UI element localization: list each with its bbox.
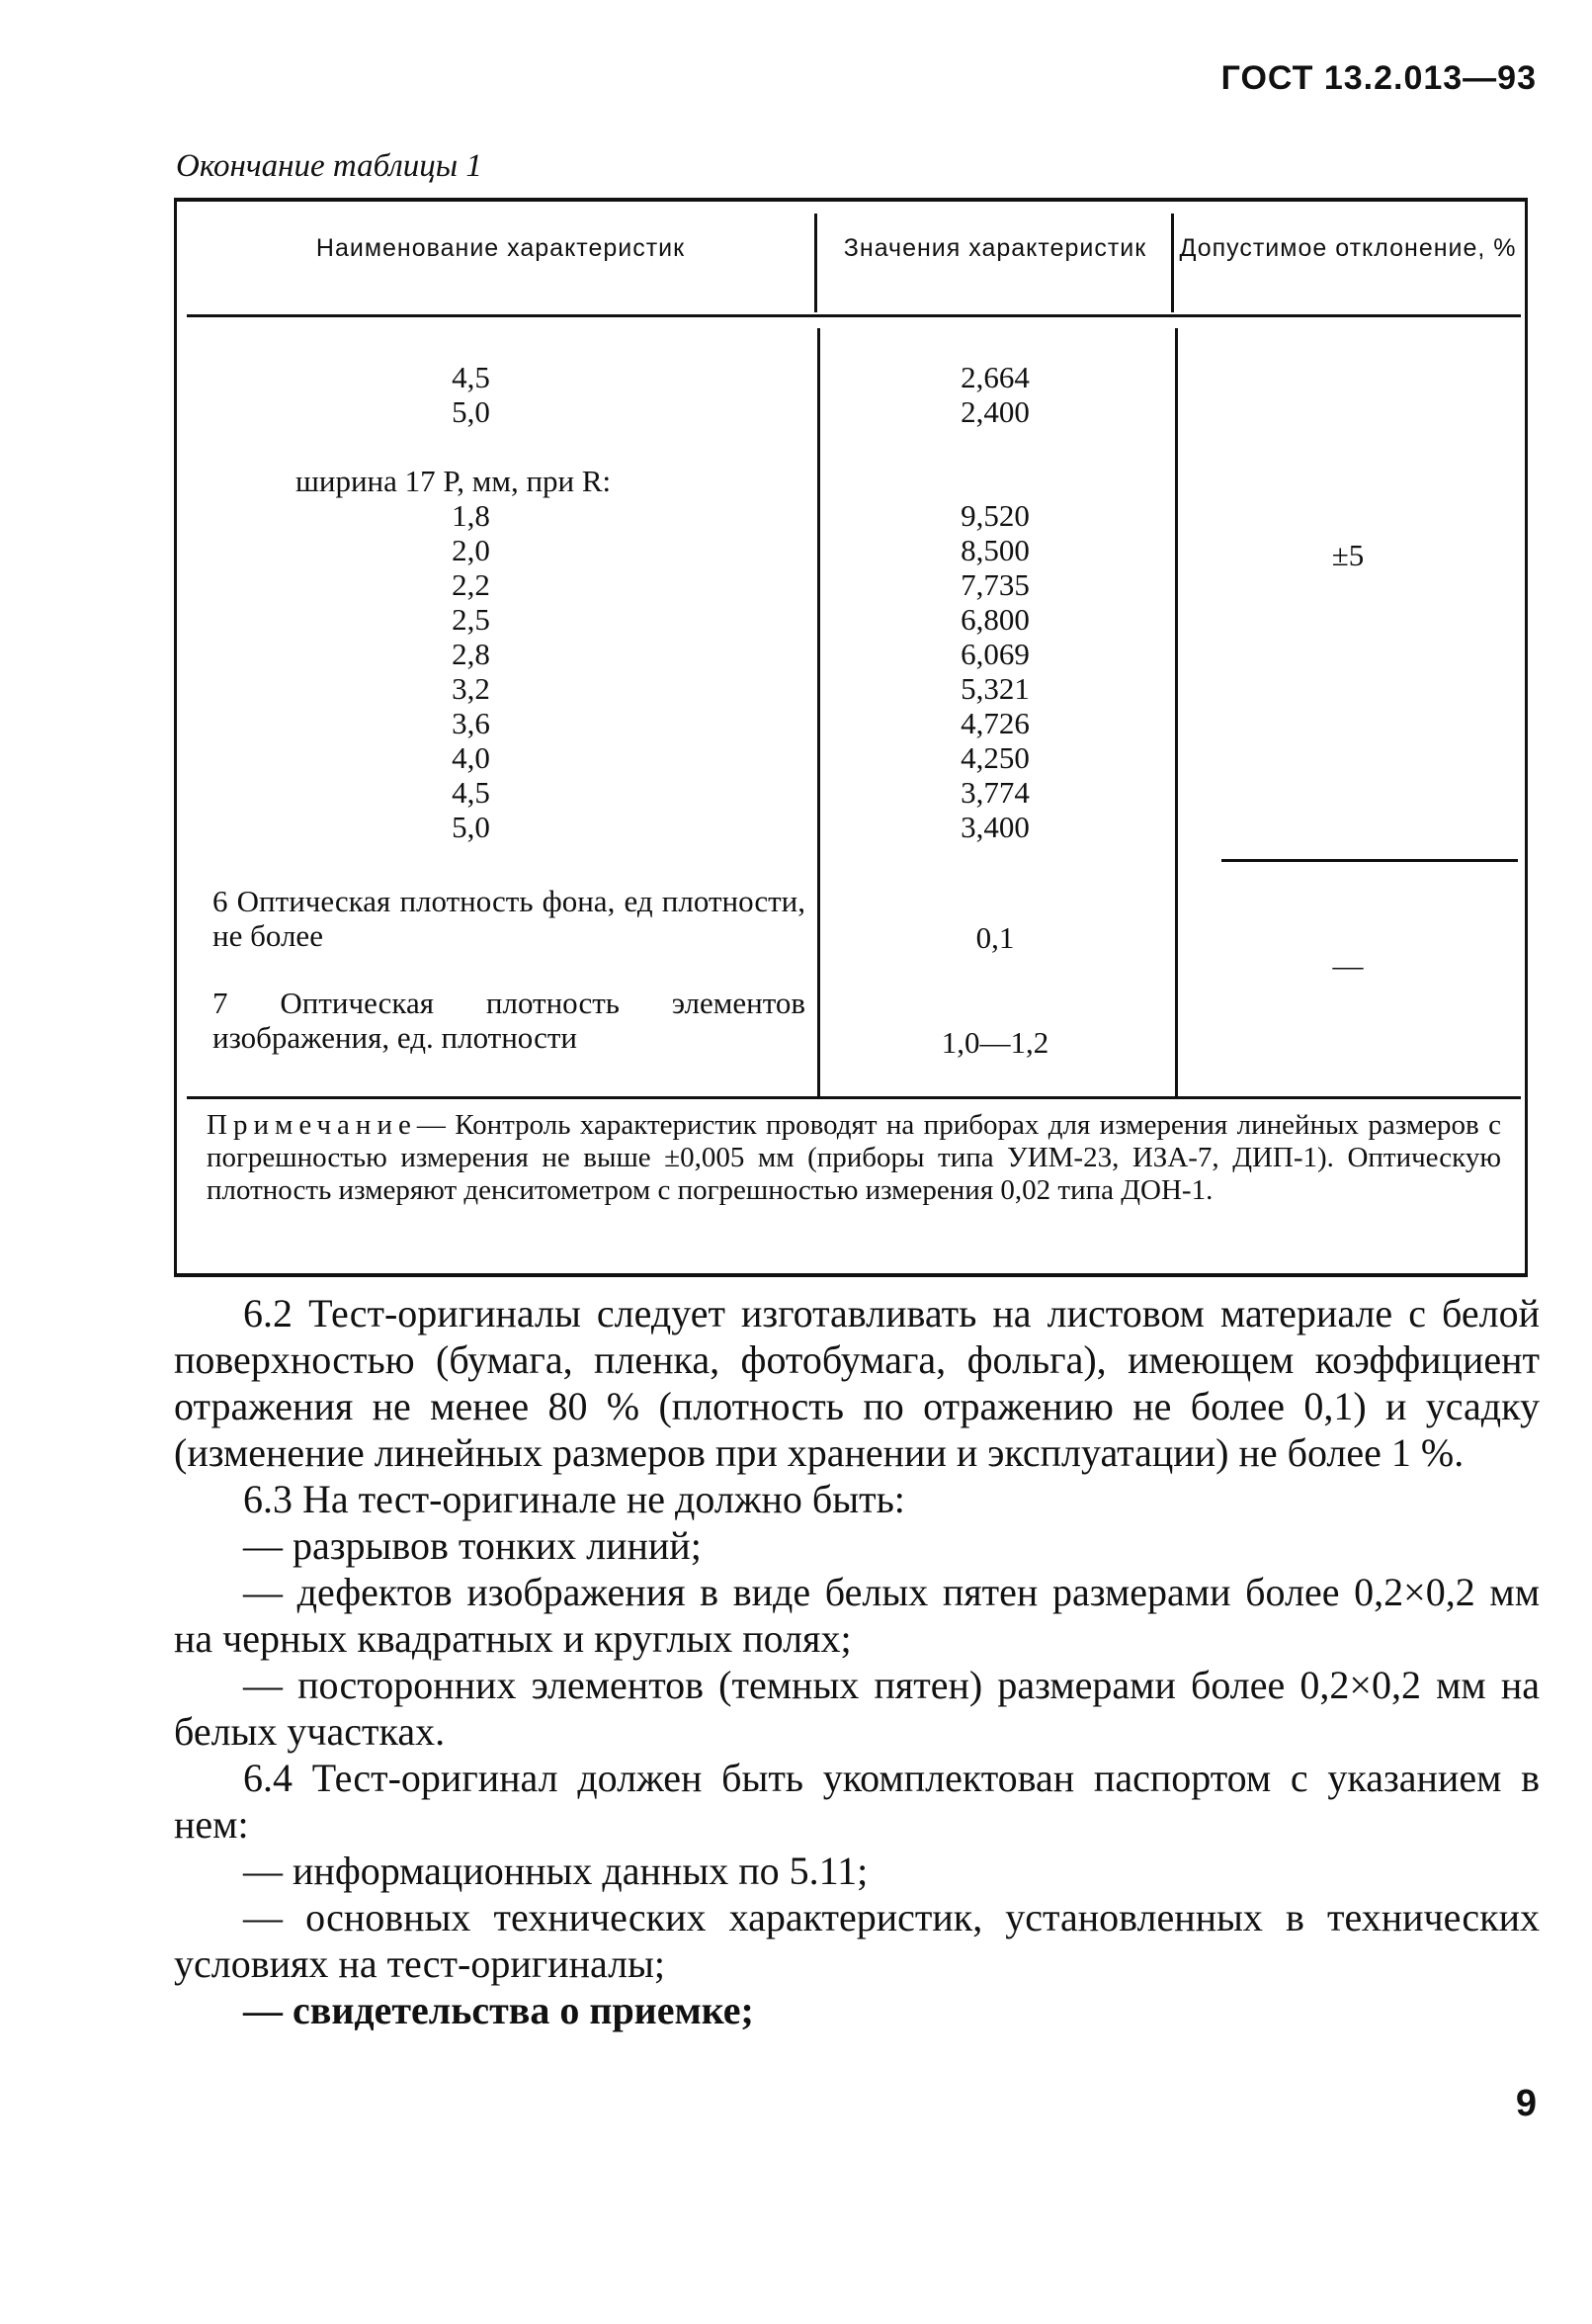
header-characteristic-name: Наименование характеристик xyxy=(315,234,686,262)
row-name: 2,0 xyxy=(452,533,490,567)
note-label: Примечание xyxy=(207,1109,417,1141)
row-value: 3,400 xyxy=(961,810,1030,844)
row-value-element-density: 1,0—1,2 xyxy=(941,1025,1049,1060)
width-title: ширина 17 P, мм, при R: xyxy=(295,464,612,498)
row-name-element-density: 7 Оптическая плотность элементов изображения, ед. плотности xyxy=(212,986,805,1055)
list-item: — свидетельства о приемке; xyxy=(243,1988,754,2032)
page-header: ГОСТ 13.2.013—93 xyxy=(1220,59,1537,97)
row-value: 8,500 xyxy=(961,533,1030,567)
row-name: 2,8 xyxy=(452,637,490,671)
table-note xyxy=(207,1109,1501,1207)
values-column xyxy=(819,360,1171,844)
note-text: — Контроль характеристик проводят на приборах для измерения линейных размеров с погрешностью измерения не выше ±0,005 мм (приборы типа УИМ-23, ИЗА-7, ДИП-1). Оптическую плотность измеряют денситометром с погрешностью измерения 0,02 типа ДОН-1. xyxy=(207,1109,1501,1206)
tolerance-value: ±5 xyxy=(1331,538,1365,572)
body-text xyxy=(174,1290,1540,2033)
row-name: 5,0 xyxy=(452,394,490,429)
list-item: — разрывов тонких линий; xyxy=(243,1523,702,1568)
row-value: 2,400 xyxy=(961,394,1030,429)
row-value: 6,069 xyxy=(961,637,1030,671)
row-name: 2,5 xyxy=(452,602,490,637)
row-name: 4,5 xyxy=(452,775,490,810)
list-item: — посторонних элементов (темных пятен) размерами более 0,2×0,2 мм на белых участках. xyxy=(174,1663,1540,1754)
row-value: 3,774 xyxy=(961,775,1030,810)
row-name: 1,8 xyxy=(452,498,490,533)
row-value: 7,735 xyxy=(961,567,1030,602)
page-number: 9 xyxy=(1515,2083,1537,2124)
row-name: 2,2 xyxy=(452,567,490,602)
row-name: 5,0 xyxy=(452,810,490,844)
paragraph: 6.3 На тест-оригинале не должно быть: xyxy=(243,1477,905,1521)
body-divider xyxy=(187,1096,1521,1099)
table-caption: Окончание таблицы 1 xyxy=(176,148,482,184)
characteristics-table xyxy=(174,198,1528,1277)
row-value: 4,250 xyxy=(961,740,1030,775)
row-name-background-density: 6 Оптическая плотность фона, ед плотности, не более xyxy=(212,884,805,953)
tolerance-divider xyxy=(1221,859,1518,862)
paragraph: 6.4 Тест-оригинал должен быть укомплектован паспортом с указанием в нем: xyxy=(174,1756,1540,1847)
column-divider xyxy=(814,214,817,312)
row-name: 4,5 xyxy=(452,360,490,394)
row-value: 9,520 xyxy=(961,498,1030,533)
row-value: 4,726 xyxy=(961,706,1030,740)
list-item: — информационных данных по 5.11; xyxy=(243,1849,869,1893)
row-name: 4,0 xyxy=(452,740,490,775)
header-characteristic-value: Значения характеристик xyxy=(843,234,1147,262)
row-value: 2,664 xyxy=(961,360,1030,394)
paragraph: 6.2 Тест-оригиналы следует изготавливать на листовом материале с белой поверхностью (бумага, пленка, фотобумага, фольга), имеющем коэффициент отражения не менее 80 % (плотность по отражению не более 0,1) и усадку (изменение линейных размеров при хранении и эксплуатации) не более 1 %. xyxy=(174,1291,1540,1475)
row-value: 5,321 xyxy=(961,671,1030,706)
row-name: 3,2 xyxy=(452,671,490,706)
row-value-background-density: 0,1 xyxy=(975,920,1015,955)
names-column xyxy=(187,360,814,844)
list-item: — дефектов изображения в виде белых пятен размерами более 0,2×0,2 мм на черных квадратных и круглых полях; xyxy=(174,1570,1540,1661)
column-divider xyxy=(1175,328,1178,1099)
header-tolerance: Допустимое отклонение, % xyxy=(1179,234,1517,262)
tolerance-dash: — xyxy=(1332,948,1364,983)
header-divider xyxy=(187,314,1521,317)
row-name: 3,6 xyxy=(452,706,490,740)
column-divider xyxy=(1171,214,1174,312)
row-value: 6,800 xyxy=(961,602,1030,637)
list-item: — основных технических характеристик, установленных в технических условиях на тест-оригиналы; xyxy=(174,1895,1540,1986)
